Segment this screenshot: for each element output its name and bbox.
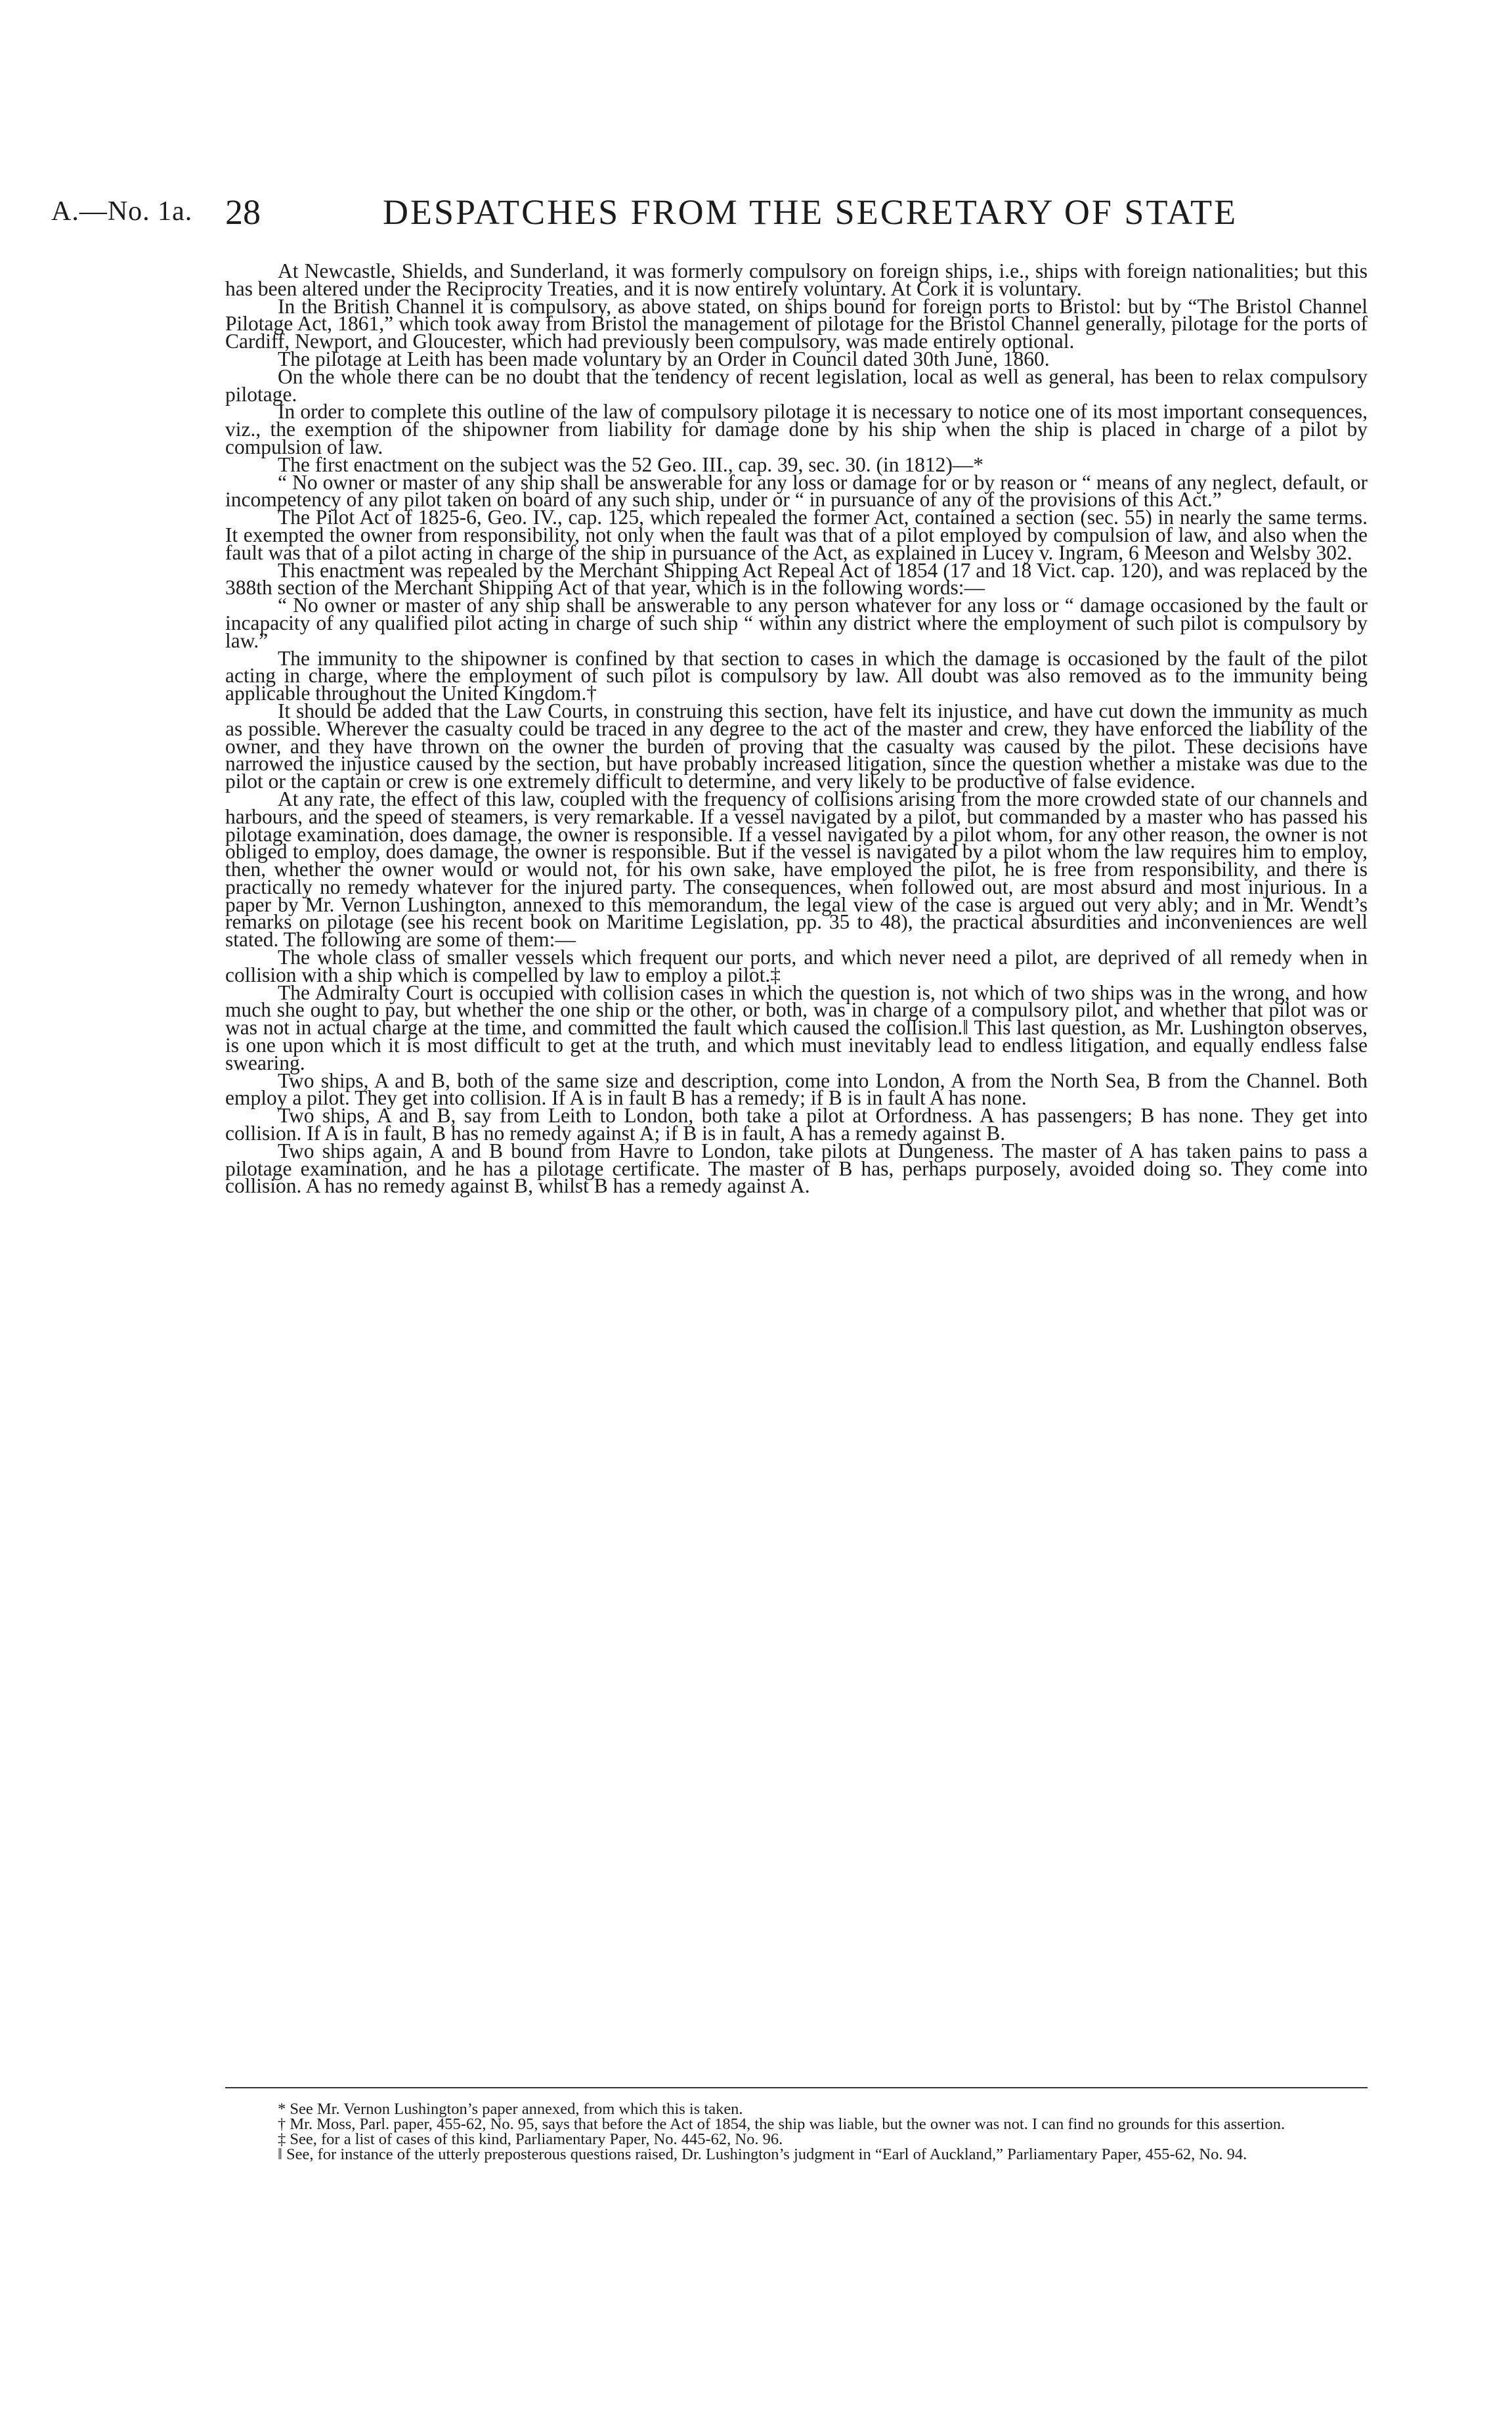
paragraph: Two ships, A and B, both of the same size and description, come into London, A from the North Sea, B from the Channel. Both employ a pilot. They get into collision. If A is in fault B has a remedy; if B is in fault A has none. [225,1068,1368,1110]
paragraph: Two ships, A and B, say from Leith to London, both take a pilot at Orfordness. A has passengers; B has none. They get into collision. If A is in fault, B has no remedy against A; if B is in fault, A has a remedy against B. [225,1104,1368,1145]
body-text [225,259,1368,1198]
paragraph: At any rate, the effect of this law, coupled with the frequency of collisions arising from the more crowded state of our channels and harbours, and the speed of steamers, is very remarkable. If a vessel navigated by a pilot, but commanded by a master who has passed his pilotage examination, does damage, the owner is responsible. If a vessel navigated by a pilot whom, for any other reason, the owner is not obliged to employ, does damage, the owner is responsible. But if the vessel is navigated by a pilot whom the law requires him to employ, then, whether the owner would or would not, for his own sake, have employed the pilot, he is free from responsibility, and there is practically no remedy whatever for the injured party. The consequences, when followed out, are most absurd and most injurious. In a paper by Mr. Vernon Lushington, annexed to this memorandum, the legal view of the case is argued out very ably; and in Mr. Wendt’s remarks on pilotage (see his recent book on Maritime Legislation, pp. 35 to 48), the practical absurdities and inconveniences are well stated. The following are some of them:— [225,787,1368,952]
paragraph: It should be added that the Law Courts, in construing this section, have felt its injustice, and have cut down the immunity as much as possible. Wherever the casualty could be traced in any degree to the act of the master and crew, they have enforced the liability of the owner, and they have thrown on the owner the burden of proving that the casualty was caused by the pilot. These decisions have narrowed the injustice caused by the section, but have probably increased litigation, since the question whether a mistake was due to the pilot or the captain or crew is one extremely difficult to determine, and very likely to be productive of false evidence. [225,699,1368,793]
paragraph: The Admiralty Court is occupied with collision cases in which the question is, not which of two ships was in the wrong, and how much she ought to pay, but whether the one ship or the other, or both, was in charge of a compulsory pilot, and whether that pilot was or was not in actual charge at the time, and committed the fault which caused the collision.‖ This last question, as Mr. Lushington observes, is one upon which it is most difficult to get at the truth, and which must inevitably lead to endless litigation, and equally endless false swearing. [225,980,1368,1074]
paragraph: The Pilot Act of 1825-6, Geo. IV., cap. 125, which repealed the former Act, contained a section (sec. 55) in nearly the same terms. It exempted the owner from responsibility, not only when the fault was that of a pilot employed by compulsion of law, and also when the fault was that of a pilot acting in charge of the ship in pursuance of the Act, as explained in Lucey v. Ingram, 6 Meeson and Welsby 302. [225,506,1368,564]
footnote: ‖ See, for instance of the utterly preposterous questions raised, Dr. Lushington’s judgment in “Earl of Auckland,” Parliamentary Paper, 455-62, No. 94. [278,2145,1247,2163]
page-header [51,192,1358,238]
quoted-enactment: “ No owner or master of any ship shall be answerable for any loss or damage for or by reason or “ means of any neglect, default, or incompetency of any pilot taken on board of any such ship, under or “ in pursuance of any of the provisions of this Act.” [225,470,1368,512]
footnote: † Mr. Moss, Parl. paper, 455-62, No. 95, says that before the Act of 1854, the ship was liable, but the owner was not. I can find no grounds for this assertion. [278,2115,1285,2133]
paragraph: At Newcastle, Shields, and Sunderland, it was formerly compulsory on foreign ships, i.e., ships with foreign nationalities; but this has been altered under the Reciprocity Treaties, and it is now entirely voluntary. At Cork it is voluntary. [225,259,1368,300]
paragraph: In the British Channel it is compulsory, as above stated, on ships bound for foreign ports to Bristol: but by “The Bristol Channel Pilotage Act, 1861,” which took away from Bristol the management of pilotage for the Bristol Channel generally, pilotage for the ports of Cardiff, Newport, and Gloucester, which had previously been compulsory, was made entirely optional. [225,294,1368,353]
quoted-enactment: “ No owner or master of any ship shall be answerable to any person whatever for any loss or “ damage occasioned by the fault or incapacity of any qualified pilot acting in charge of such ship “ within any district where the employment of such pilot is compulsory by law.” [225,594,1368,652]
paragraph: In order to complete this outline of the law of compulsory pilotage it is necessary to notice one of its most important consequences, viz., the exemption of the shipowner from liability for damage done by his ship when the ship is placed in charge of a pilot by compulsion of law. [225,400,1368,458]
page-number: 28 [225,192,261,232]
document-number: A.—No. 1a. [51,196,193,227]
footnote: * See Mr. Vernon Lushington’s paper annexed, from which this is taken. [278,2100,743,2118]
paragraph: The pilotage at Leith has been made voluntary by an Order in Council dated 30th June, 1860. [278,347,1050,370]
paragraph: This enactment was repealed by the Merchant Shipping Act Repeal Act of 1854 (17 and 18 Vict. cap. 120), and was replaced by the 388th section of the Merchant Shipping Act of that year, which is in the following words:— [225,558,1368,600]
paragraph: The immunity to the shipowner is confined by that section to cases in which the damage is occasioned by the fault of the pilot acting in charge, where the employment of such pilot is compulsory by law. All doubt was also removed as to the immunity being applicable throughout the United Kingdom.† [225,646,1368,705]
footnote: ‡ See, for a list of cases of this kind, Parliamentary Paper, No. 445-62, No. 96. [278,2130,783,2148]
footnote-divider [225,2087,1368,2088]
paragraph: The first enactment on the subject was the 52 Geo. III., cap. 39, sec. 30. (in 1812)—* [278,452,984,476]
footnotes [225,2101,1368,2162]
running-title: DESPATCHES FROM THE SECRETARY OF STATE [383,192,1238,232]
paragraph: Two ships again, A and B bound from Havre to London, take pilots at Dungeness. The master of A has taken pains to pass a pilotage examination, and he has a pilotage certificate. The master of B has, perhaps purposely, avoided doing so. They come into collision. A has no remedy against B, whilst B has a remedy against A. [225,1139,1368,1198]
paragraph: On the whole there can be no doubt that the tendency of recent legislation, local as well as general, has been to relax compulsory pilotage. [225,364,1368,406]
paragraph: The whole class of smaller vessels which frequent our ports, and which never need a pilot, are deprived of all remedy when in collision with a ship which is compelled by law to employ a pilot.‡ [225,946,1368,986]
